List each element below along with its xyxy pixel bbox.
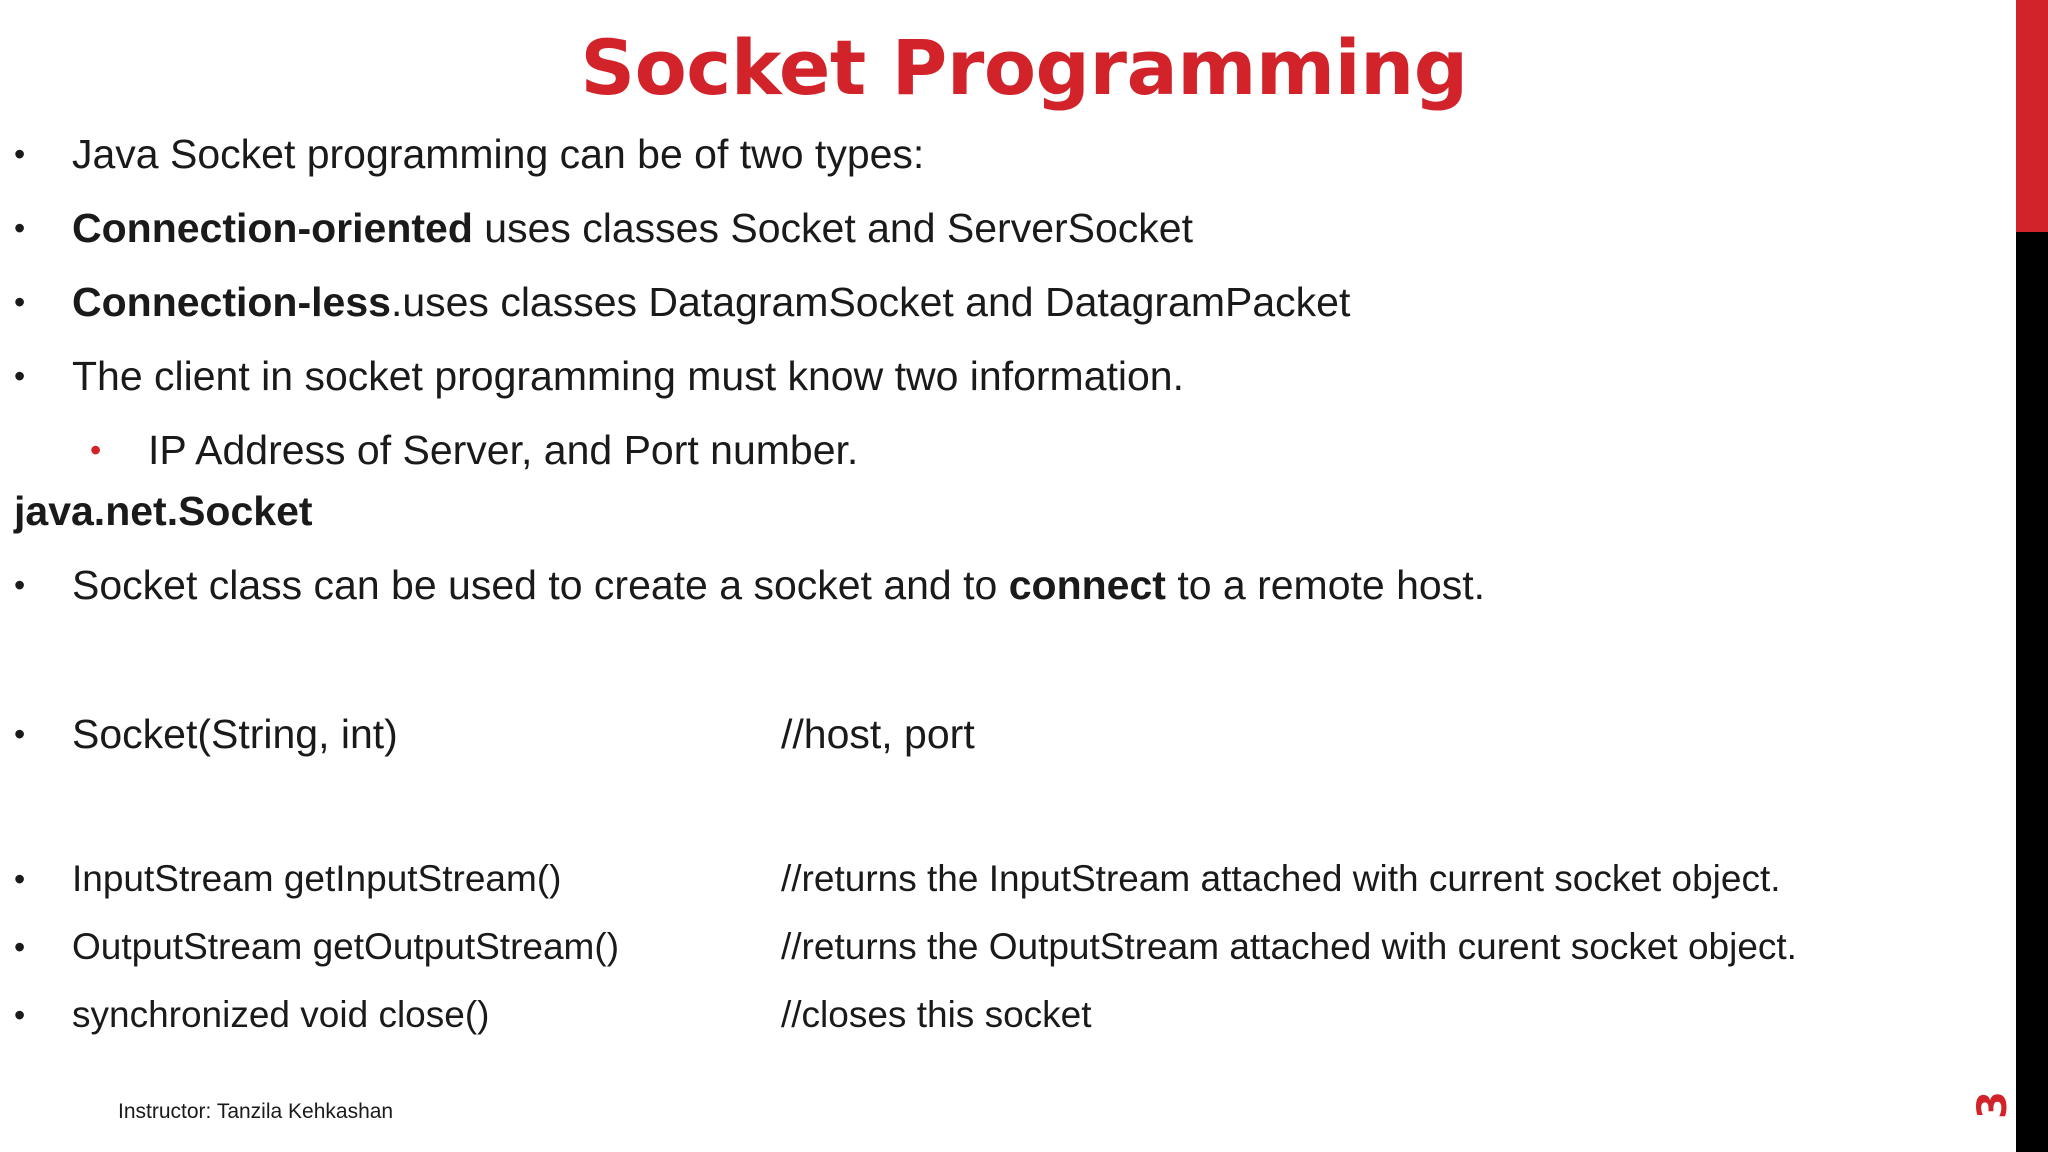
bullet-text: Java Socket programming can be of two types: (72, 131, 925, 177)
section-heading: java.net.Socket (14, 488, 313, 534)
bullet-text: .uses classes DatagramSocket and DatagramPacket (390, 279, 1351, 325)
instructor-footer: Instructor: Tanzila Kehkashan (118, 1100, 394, 1123)
bullet-marker: • (14, 284, 26, 320)
method-comment: //closes this socket (781, 994, 1092, 1035)
bullet-marker: • (14, 716, 26, 752)
bullet-text: The client in socket programming must know two information. (72, 353, 1185, 399)
method-signature: InputStream getInputStream() (72, 858, 562, 899)
method-comment: //returns the InputStream attached with current socket object. (781, 858, 1781, 899)
sub-bullet-marker: • (90, 432, 102, 468)
bullet-marker: • (14, 997, 26, 1033)
sidebar-red-accent (2016, 0, 2048, 232)
socket-desc-text: Socket class can be used to create a socket and to (72, 562, 1009, 608)
page-number: 3 (1970, 1091, 2016, 1119)
method-signature: synchronized void close() (72, 994, 490, 1035)
bullet-marker: • (14, 929, 26, 965)
bullet-marker: • (14, 861, 26, 897)
method-signature: OutputStream getOutputStream() (72, 926, 620, 967)
socket-desc-bold: connect (1008, 562, 1166, 608)
bullet-marker: • (14, 136, 26, 172)
bullet-bold-text: Connection-oriented (72, 205, 473, 251)
bullet-bold-text: Connection-less (72, 279, 391, 325)
constructor-comment: //host, port (781, 711, 975, 757)
bullet-marker: • (14, 358, 26, 394)
bullet-marker: • (14, 567, 26, 603)
method-comment: //returns the OutputStream attached with curent socket object. (781, 926, 1797, 967)
slide-title: Socket Programming (580, 23, 1468, 112)
sub-bullet-text: IP Address of Server, and Port number. (148, 427, 859, 473)
socket-desc-text-end: to a remote host. (1165, 562, 1485, 608)
bullet-marker: • (14, 210, 26, 246)
bullet-text: uses classes Socket and ServerSocket (472, 205, 1193, 251)
constructor-signature: Socket(String, int) (72, 711, 398, 757)
